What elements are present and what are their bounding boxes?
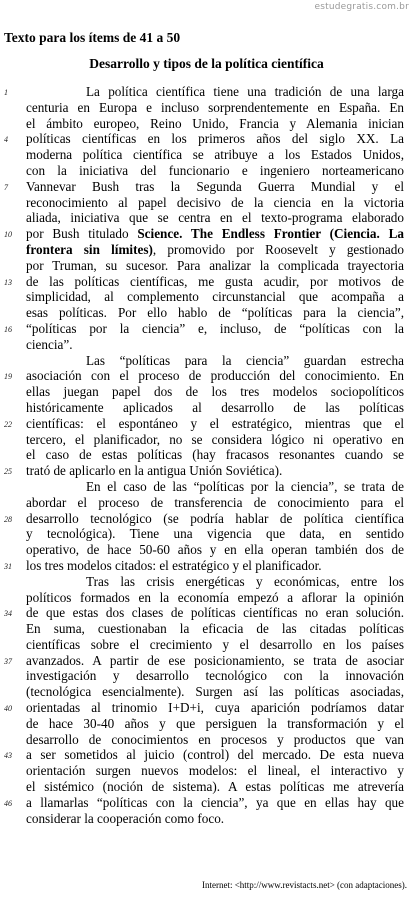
text-line <box>0 716 413 732</box>
line-text: ciencia”. <box>26 336 73 352</box>
text-line <box>0 605 413 621</box>
line-text: avanzados. A partir de ese posicionamiento, se trata de asociar <box>26 652 404 668</box>
line-text: políticas científicas en los primeros años del siglo XX. La <box>26 131 404 147</box>
line-text: reconocimiento al papel decisivo de la ciencia en la victoria <box>26 194 404 210</box>
line-text: políticos formados en la economía empezó a aflorar la opinión <box>26 589 404 605</box>
bold-title-text: Science. The Endless Frontier (Ciencia. La <box>137 226 404 242</box>
line-number: 19 <box>4 372 12 382</box>
line-number: 25 <box>4 467 12 477</box>
bold-title-text: frontera sin límites) <box>26 241 153 257</box>
line-text: científicas: el espontáneo y el estratégico, mientras que el <box>26 415 404 431</box>
text-line <box>0 653 413 669</box>
text-line <box>0 668 413 684</box>
line-number: 40 <box>4 704 12 714</box>
text-line <box>0 684 413 700</box>
line-text: a llamarlas “políticas con la ciencia”, ya que en ellas hay que <box>26 794 404 810</box>
line-text: el caso de estas políticas (hay fracasos resonantes cuando se <box>26 447 404 463</box>
text-line <box>0 210 413 226</box>
line-text: “políticas por la ciencia” e, incluso, de “políticas con la <box>26 320 404 336</box>
line-text: desarrollo tecnológico (se podría hablar de política científica <box>26 510 404 526</box>
line-text: a ser sometidos al juicio (control) del mercado. De esta nueva <box>26 747 404 763</box>
line-text: Tras las crisis energéticas y económicas, entre los <box>86 573 404 589</box>
text-line <box>0 558 413 574</box>
line-text: aliada, iniciativa que se centra en el texto-programa elaborado <box>26 210 404 226</box>
line-text <box>26 242 404 258</box>
text-line <box>0 795 413 811</box>
line-number: 16 <box>4 324 12 334</box>
text-line <box>0 84 413 100</box>
text-line <box>0 511 413 527</box>
line-number: 4 <box>4 135 8 145</box>
line-text: abordar el proceso de transferencia de conocimiento para el <box>26 494 404 510</box>
text-line <box>0 100 413 116</box>
line-text: el sistémico (noción de sistema). A estas políticas me atrevería <box>26 779 404 795</box>
line-text: por Truman, su sucesor. Para analizar la complicada trayectoria <box>26 257 404 273</box>
text-line <box>0 463 413 479</box>
text-line <box>0 384 413 400</box>
items-heading: Texto para los ítems de 41 a 50 <box>4 30 181 45</box>
line-text: esas políticas. Por ello hablo de “políticas para la ciencia”, <box>26 305 404 321</box>
line-text: orientación surgen nuevos modelos: el lineal, el interactivo y <box>26 763 404 779</box>
text-line <box>0 147 413 163</box>
line-number: 37 <box>4 656 12 666</box>
line-text: científicas sobre el crecimiento y el desarrollo en los países <box>26 636 404 652</box>
line-text: los tres modelos citados: el estratégico y el planificador. <box>26 557 322 573</box>
line-text: y tecnológica). Tiene una vigencia que data, en sentido <box>26 526 404 542</box>
line-text: con la iniciativa del funcionario e ingeniero norteamericano <box>26 162 404 178</box>
text-line <box>0 353 413 369</box>
text-line <box>0 747 413 763</box>
line-number: 13 <box>4 277 12 287</box>
text-line <box>0 590 413 606</box>
line-text: moderna política científica se atribuye a los Estados Unidos, <box>26 147 404 163</box>
line-text: En suma, cuestionaban la eficacia de las citadas políticas <box>26 621 404 637</box>
text-line <box>0 763 413 779</box>
text-line <box>0 289 413 305</box>
text-line <box>0 305 413 321</box>
text-line <box>0 116 413 132</box>
line-text: trató de aplicarlo en la antigua Unión Soviética). <box>26 463 283 479</box>
text-line <box>0 574 413 590</box>
line-segment: , promovido por Roosevelt y gestionado <box>152 241 404 257</box>
text-line <box>0 526 413 542</box>
line-text: de hace 30-40 años y que persiguen la transformación y el <box>26 715 404 731</box>
text-line <box>0 368 413 384</box>
line-number: 46 <box>4 798 12 808</box>
line-text: (tecnológica esencialmente). Surgen así las políticas asociadas, <box>26 684 404 700</box>
line-text: ellas juegan papel dos de los tres modelos sociopolíticos <box>26 384 404 400</box>
text-line <box>0 195 413 211</box>
text-line <box>0 542 413 558</box>
text-line <box>0 131 413 147</box>
line-number: 34 <box>4 609 12 619</box>
site-watermark: estudegratis.com.br <box>314 2 409 12</box>
text-line <box>0 163 413 179</box>
text-line <box>0 226 413 242</box>
text-line <box>0 637 413 653</box>
line-number: 1 <box>4 88 8 97</box>
line-text: En el caso de las “políticas por la ciencia”, se trata de <box>86 478 404 494</box>
text-line <box>0 495 413 511</box>
line-text: considerar la cooperación como foco. <box>26 810 225 826</box>
line-text: de las políticas científicas, me gusta acudir, por motivos de <box>26 273 404 289</box>
text-line <box>0 321 413 337</box>
line-text: Las “políticas para la ciencia” guardan estrecha <box>86 352 404 368</box>
text-line <box>0 179 413 195</box>
line-text: operativo, de hace 50-60 años y en ella operan también dos de <box>26 542 404 558</box>
line-number: 28 <box>4 514 12 524</box>
text-line <box>0 416 413 432</box>
text-line <box>0 432 413 448</box>
text-line <box>0 258 413 274</box>
text-line <box>0 242 413 258</box>
line-number: 10 <box>4 230 12 240</box>
line-text: de que estas dos clases de políticas científicas no eran solución. <box>26 605 404 621</box>
line-text: desarrollo de conocimientos en procesos y productos que van <box>26 731 404 747</box>
line-text: simplicidad, al complemento circunstancial que acompaña a <box>26 289 404 305</box>
line-text: asociación con el proceso de producción del conocimiento. En <box>26 368 404 384</box>
line-text: históricamente aplicados al desarrollo de las políticas <box>26 399 404 415</box>
line-text: centuria en Europa e incluso sorprendentemente en España. En <box>26 99 404 115</box>
line-text <box>26 226 404 242</box>
line-number: 43 <box>4 751 12 761</box>
line-text: La política científica tiene una tradición de una larga <box>86 84 404 99</box>
line-text: el ámbito europeo, Reino Unido, Francia y Alemania inician <box>26 115 404 131</box>
text-line <box>0 447 413 463</box>
article-body <box>0 84 413 826</box>
source-citation: Internet: <http://www.revistacts.net> (con adaptaciones). <box>201 880 407 890</box>
line-text: tercero, el planificador, no se considera lógico ni operativo en <box>26 431 404 447</box>
text-line <box>0 621 413 637</box>
line-number: 22 <box>4 419 12 429</box>
text-line <box>0 779 413 795</box>
line-text: orientadas al trinomio I+D+i, cuya aparición podríamos datar <box>26 700 404 716</box>
line-number: 31 <box>4 561 12 571</box>
text-line <box>0 479 413 495</box>
line-number: 7 <box>4 182 8 192</box>
article-title: Desarrollo y tipos de la política científica <box>89 56 324 71</box>
text-line <box>0 700 413 716</box>
line-text: Vannevar Bush tras la Segunda Guerra Mundial y el <box>26 178 404 194</box>
line-text: investigación y desarrollo tecnológico con la innovación <box>26 668 404 684</box>
text-line <box>0 732 413 748</box>
text-line <box>0 400 413 416</box>
text-line <box>0 337 413 353</box>
line-segment: por Bush titulado <box>26 226 138 242</box>
text-line <box>0 274 413 290</box>
text-line <box>0 811 413 827</box>
